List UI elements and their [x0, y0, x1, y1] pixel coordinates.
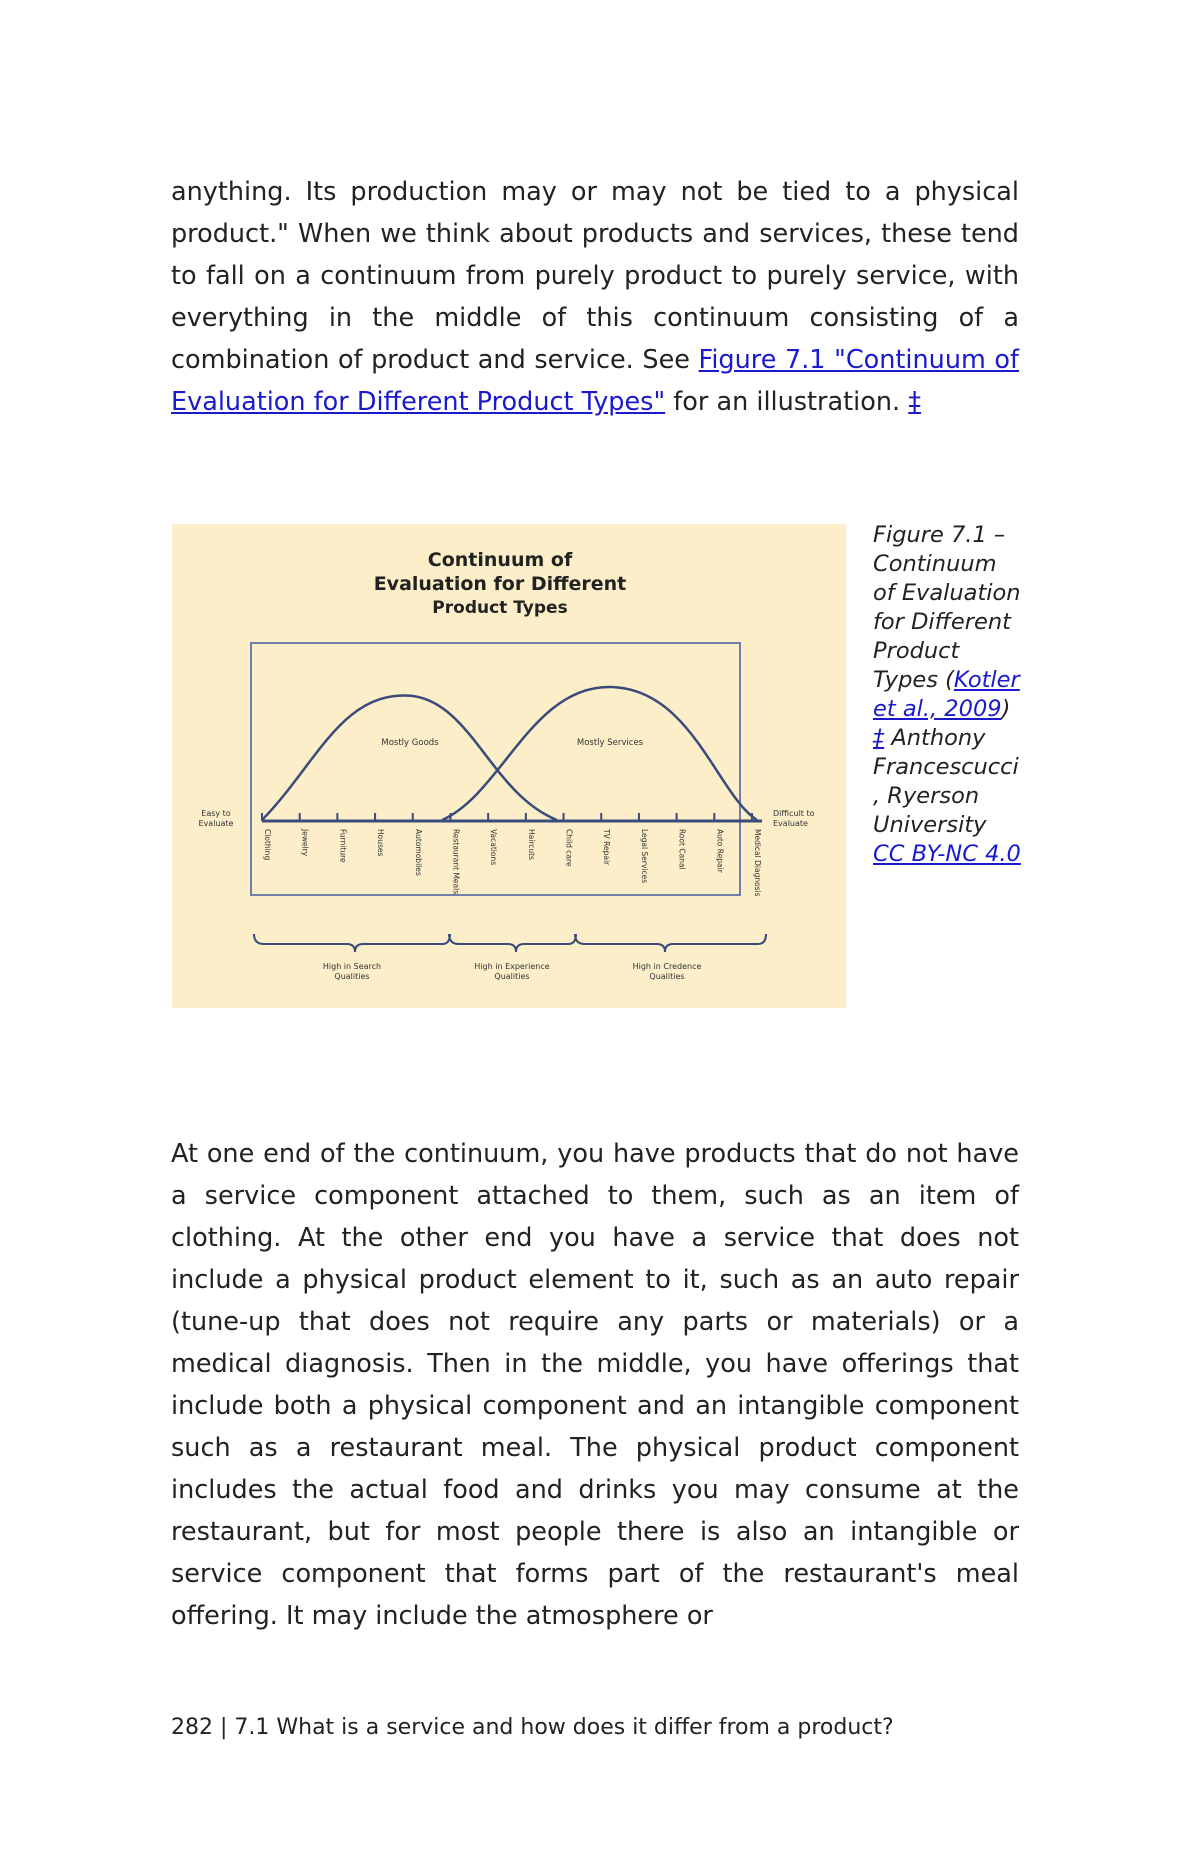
para1-text-after: for an illustration. [665, 387, 901, 417]
brace-credence [575, 934, 766, 952]
figure-link[interactable]: Figure 7.1 "Continuum of Evaluation for Different Product Types" [171, 345, 1019, 417]
figure-title-line-1: Continuum of [427, 549, 573, 571]
axis-item-label: Legal Services [639, 829, 649, 884]
body-paragraph-2: At one end of the continuum, you have products that do not have a service component attached to them, such as an item of clothing. At the other end you have a service that does not include a physical product element to it, such as an auto repair (tune-up that does not require any parts or materials) or a medical diagnosis. Then in the middle, you have offerings that include both a physical component and an intangible component such as a restaurant meal. The physical product component includes the actual food and drinks you may consume at the restaurant, but for most people there is also an intangible or service component that forms part of the restaurant's meal offering. It may include the atmosphere or [171, 1139, 1019, 1631]
group-label-credence-1: High in Credence [632, 962, 702, 971]
caption-author: Anthony Francescucci, Ryerson University [873, 725, 1019, 838]
left-end-label-2: Evaluate [198, 819, 234, 828]
continuum-figure [172, 524, 846, 1008]
group-label-search-1: High in Search [322, 962, 382, 971]
brace-experience [449, 934, 576, 952]
caption-text-after: ) [1001, 696, 1011, 722]
curve-label-services: Mostly Services [576, 738, 644, 748]
license-link[interactable]: CC BY-NC 4.0 [873, 841, 1021, 867]
axis-item-label: Medical Diagnosis [753, 829, 762, 897]
figure-title-line-2: Evaluation for Different [373, 573, 627, 595]
axis-item-label: Auto Repair [715, 829, 725, 873]
axis-item-label: Vacations [489, 829, 499, 866]
axis-item-label: Jewelry [300, 829, 310, 857]
figure-title-line-3: Product Types [432, 598, 568, 618]
axis-item-label: Houses [376, 829, 386, 857]
axis-item-label: Child care [564, 829, 574, 867]
page-footer: 282 | 7.1 What is a service and how does it differ from a product? [171, 1715, 894, 1740]
citation-link[interactable]: Kotler et al., 2009 [873, 667, 1020, 722]
para1-text: anything. Its production may or may not be tied to a physical product." When we think about products and services, these tend to fall on a continuum from purely product to purely service, with everything in the middle of this continuum consisting of a combination of product and service. See [171, 177, 1019, 375]
axis-item-label: Haircuts [526, 829, 536, 860]
axis-item-labels [263, 828, 762, 897]
right-end-label-2: Evaluate [773, 819, 808, 828]
caption-footnote-marker[interactable]: ‡ [873, 725, 885, 751]
group-label-experience-2: Qualities [494, 972, 530, 981]
footnote-marker[interactable]: ‡ [908, 387, 921, 417]
left-end-label-1: Easy to [201, 809, 231, 818]
axis-item-label: Furniture [338, 829, 348, 863]
group-label-credence-2: Qualities [649, 972, 685, 981]
right-end-label-1: Difficult to [773, 809, 815, 818]
services-curve [442, 687, 757, 820]
curve-label-goods: Mostly Goods [381, 738, 439, 748]
figure-caption [873, 521, 1023, 869]
group-label-experience-1: High in Experience [474, 962, 550, 971]
axis-item-label: Restaurant Meals [451, 829, 461, 895]
axis-item-label: TV Repair [602, 829, 612, 866]
goods-curve [262, 696, 557, 820]
axis-item-label: Clothing [263, 829, 272, 861]
body-paragraph-1 [171, 171, 1019, 423]
group-label-search-2: Qualities [334, 972, 370, 981]
brace-search [254, 934, 450, 952]
axis-item-label: Root Canal [677, 829, 687, 870]
axis-item-label: Automobiles [413, 829, 423, 876]
caption-text: Figure 7.1 – Continuum of Evaluation for Different Product Types ( [873, 522, 1021, 693]
